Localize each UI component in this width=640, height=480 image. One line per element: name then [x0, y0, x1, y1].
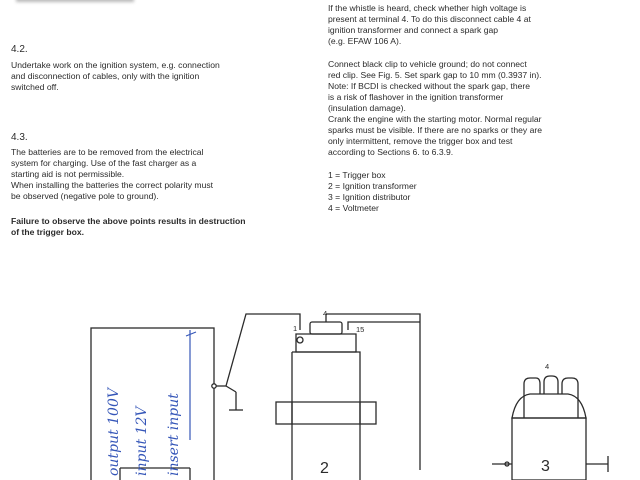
text-line: system for charging. Use of the fast charger as a [11, 158, 197, 168]
handwritten-output-note: output 100V [106, 388, 122, 476]
text-line: ignition transformer and connect a spark gap [328, 25, 499, 35]
text-line: only intermittent, remove the trigger box and test [328, 136, 513, 146]
text-line: and disconnection of cables, only with the ignition [11, 71, 200, 81]
wire-to-terminal-1 [226, 314, 300, 386]
text-line: present at terminal 4. To do this disconnect cable 4 at [328, 14, 531, 24]
legend-item: 1 = Trigger box [328, 170, 386, 180]
text-line: of the trigger box. [11, 227, 85, 237]
text-line: sparks must be visible. If there are no sparks or they are [328, 125, 542, 135]
handwritten-insert-note: insert input [166, 393, 182, 476]
ignition-distributor [492, 376, 608, 480]
text-line: Crank the engine with the starting motor. Normal regular [328, 114, 542, 124]
text-line: starting aid is not permissible. [11, 169, 125, 179]
section-heading-4-2: 4.2. [11, 44, 28, 55]
text-line: (e.g. EFAW 106 A). [328, 36, 402, 46]
text-line: be observed (negative pole to ground). [11, 191, 159, 201]
text-line: If the whistle is heard, check whether high voltage is [328, 3, 527, 13]
distributor-terminal-4-label: 4 [545, 362, 550, 371]
text-line: is a risk of flashover in the ignition transformer [328, 92, 504, 102]
terminal-4-label: 4 [323, 309, 328, 318]
text-line: according to Sections 6. to 6.3.9. [328, 147, 454, 157]
text-line: switched off. [11, 82, 59, 92]
component-label-2: 2 [320, 460, 329, 477]
terminal-15-label: 15 [356, 325, 365, 334]
text-line: The batteries are to be removed from the electrical [11, 147, 204, 157]
section-heading-4-3: 4.3. [11, 132, 28, 143]
text-line: (insulation damage). [328, 103, 406, 113]
text-line: red clip. See Fig. 5. Set spark gap to 10 mm (0.3937 in). [328, 70, 542, 80]
handwritten-input-note: input 12V [134, 406, 150, 476]
legend-item: 3 = Ignition distributor [328, 192, 411, 202]
text-line: Failure to observe the above points results in destruction [11, 216, 246, 226]
ignition-transformer [276, 322, 376, 480]
text-line: Undertake work on the ignition system, e.g. connection [11, 60, 220, 70]
terminal-1-label: 1 [293, 324, 298, 333]
text-line: Note: If BCDI is checked without the spark gap, there [328, 81, 531, 91]
text-line: When installing the batteries the correct polarity must [11, 180, 214, 190]
text-line: Connect black clip to vehicle ground; do not connect [328, 59, 527, 69]
component-label-3: 3 [541, 458, 550, 475]
wire-terminal-4 [326, 314, 420, 470]
legend-item: 2 = Ignition transformer [328, 181, 417, 191]
legend-item: 4 = Voltmeter [328, 203, 379, 213]
